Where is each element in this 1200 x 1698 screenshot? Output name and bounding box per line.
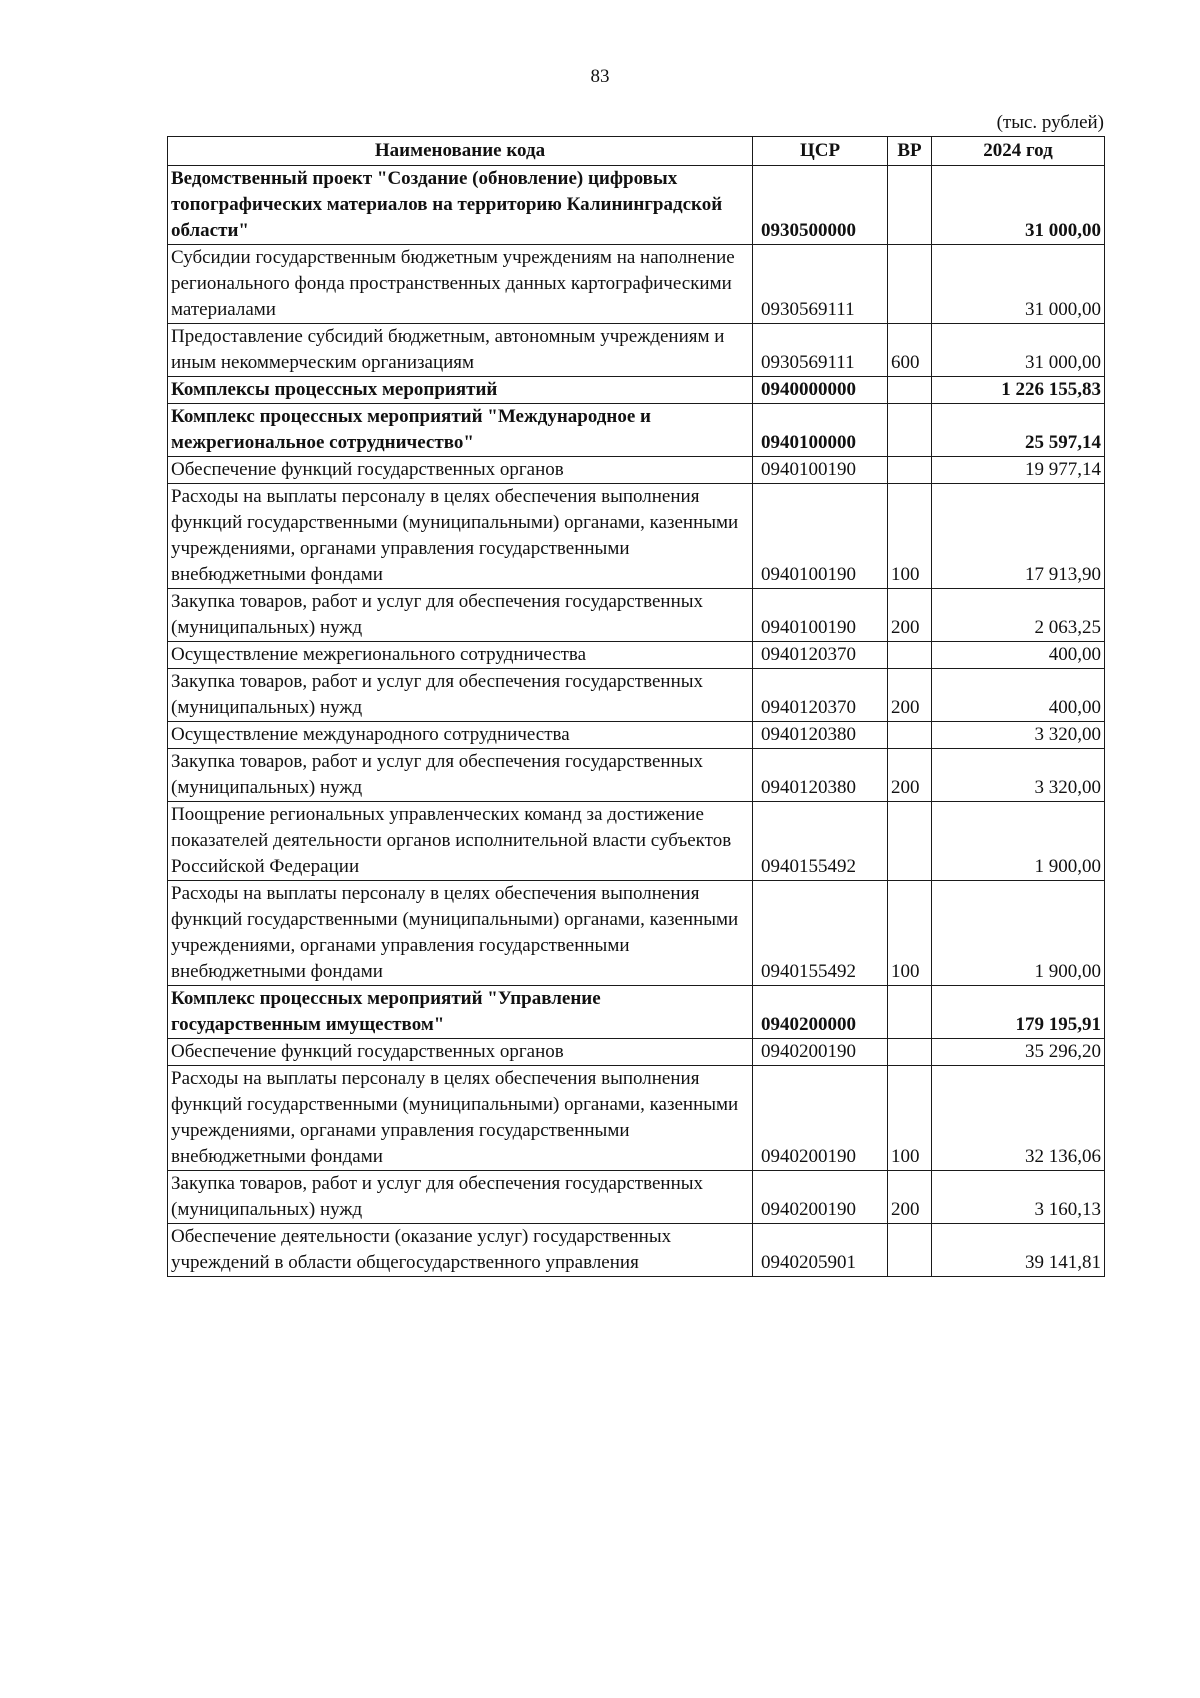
cell-vr xyxy=(888,642,932,669)
page-number: 83 xyxy=(590,66,610,87)
header-vr: ВР xyxy=(888,137,932,166)
cell-name: Предоставление субсидий бюджетным, автономным учреждениям и иным некоммерческим организациям xyxy=(168,324,753,377)
cell-csr: 0940120380 xyxy=(753,722,888,749)
cell-name: Расходы на выплаты персоналу в целях обеспечения выполнения функций государственными (муниципальными) органами, казенными учреждениями, органами управления государственными внебюджетными фондами xyxy=(168,1066,753,1171)
cell-name: Комплекс процессных мероприятий "Международное и межрегиональное сотрудничество" xyxy=(168,404,753,457)
cell-sum: 400,00 xyxy=(932,642,1105,669)
cell-vr: 100 xyxy=(888,881,932,986)
cell-vr xyxy=(888,457,932,484)
cell-name: Расходы на выплаты персоналу в целях обеспечения выполнения функций государственными (муниципальными) органами, казенными учреждениями, органами управления государственными внебюджетными фондами xyxy=(168,881,753,986)
cell-csr: 0940000000 xyxy=(753,377,888,404)
cell-sum: 1 226 155,83 xyxy=(932,377,1105,404)
cell-csr: 0930500000 xyxy=(753,166,888,245)
cell-vr xyxy=(888,802,932,881)
cell-sum: 17 913,90 xyxy=(932,484,1105,589)
cell-sum: 3 160,13 xyxy=(932,1171,1105,1224)
cell-name: Обеспечение деятельности (оказание услуг) государственных учреждений в области общегосударственного управления xyxy=(168,1224,753,1277)
cell-sum: 31 000,00 xyxy=(932,245,1105,324)
table-row xyxy=(168,457,1105,484)
table-row xyxy=(168,749,1105,802)
cell-vr xyxy=(888,1039,932,1066)
cell-csr: 0940155492 xyxy=(753,802,888,881)
cell-name: Закупка товаров, работ и услуг для обеспечения государственных (муниципальных) нужд xyxy=(168,669,753,722)
cell-vr xyxy=(888,986,932,1039)
cell-name: Субсидии государственным бюджетным учреждениям на наполнение регионального фонда пространственных данных картографическими материалами xyxy=(168,245,753,324)
table-row xyxy=(168,802,1105,881)
cell-vr: 200 xyxy=(888,589,932,642)
cell-name: Комплекс процессных мероприятий "Управление государственным имуществом" xyxy=(168,986,753,1039)
table-row xyxy=(168,642,1105,669)
table-row xyxy=(168,1039,1105,1066)
cell-name: Поощрение региональных управленческих команд за достижение показателей деятельности органов исполнительной власти субъектов Российской Федерации xyxy=(168,802,753,881)
cell-name: Обеспечение функций государственных органов xyxy=(168,1039,753,1066)
cell-vr xyxy=(888,245,932,324)
cell-vr: 100 xyxy=(888,484,932,589)
cell-csr: 0930569111 xyxy=(753,245,888,324)
cell-sum: 179 195,91 xyxy=(932,986,1105,1039)
cell-csr: 0940205901 xyxy=(753,1224,888,1277)
cell-csr: 0940100000 xyxy=(753,404,888,457)
cell-vr: 100 xyxy=(888,1066,932,1171)
cell-csr: 0940120380 xyxy=(753,749,888,802)
cell-csr: 0940120370 xyxy=(753,642,888,669)
cell-sum: 19 977,14 xyxy=(932,457,1105,484)
cell-csr: 0940200190 xyxy=(753,1039,888,1066)
cell-sum: 35 296,20 xyxy=(932,1039,1105,1066)
cell-sum: 2 063,25 xyxy=(932,589,1105,642)
table-row xyxy=(168,484,1105,589)
cell-sum: 32 136,06 xyxy=(932,1066,1105,1171)
table-row xyxy=(168,245,1105,324)
cell-name: Обеспечение функций государственных органов xyxy=(168,457,753,484)
table-row xyxy=(168,404,1105,457)
table-row xyxy=(168,1171,1105,1224)
table-row xyxy=(168,722,1105,749)
cell-csr: 0940100190 xyxy=(753,457,888,484)
table-row xyxy=(168,589,1105,642)
cell-csr: 0940120370 xyxy=(753,669,888,722)
cell-vr xyxy=(888,404,932,457)
cell-name: Закупка товаров, работ и услуг для обеспечения государственных (муниципальных) нужд xyxy=(168,749,753,802)
cell-csr: 0940200190 xyxy=(753,1171,888,1224)
cell-vr: 600 xyxy=(888,324,932,377)
cell-sum: 25 597,14 xyxy=(932,404,1105,457)
cell-name: Закупка товаров, работ и услуг для обеспечения государственных (муниципальных) нужд xyxy=(168,1171,753,1224)
cell-csr: 0940100190 xyxy=(753,589,888,642)
table-header-row xyxy=(168,137,1105,166)
cell-sum: 1 900,00 xyxy=(932,802,1105,881)
header-name: Наименование кода xyxy=(168,137,753,166)
table-row xyxy=(168,166,1105,245)
table-row xyxy=(168,377,1105,404)
header-csr: ЦСР xyxy=(753,137,888,166)
header-sum: 2024 год xyxy=(932,137,1105,166)
cell-vr xyxy=(888,377,932,404)
cell-vr: 200 xyxy=(888,669,932,722)
cell-csr: 0940155492 xyxy=(753,881,888,986)
cell-name: Осуществление межрегионального сотрудничества xyxy=(168,642,753,669)
cell-sum: 400,00 xyxy=(932,669,1105,722)
table-row xyxy=(168,324,1105,377)
cell-vr xyxy=(888,166,932,245)
budget-table xyxy=(167,136,1105,1277)
cell-name: Осуществление международного сотрудничества xyxy=(168,722,753,749)
table-row xyxy=(168,669,1105,722)
cell-name: Закупка товаров, работ и услуг для обеспечения государственных (муниципальных) нужд xyxy=(168,589,753,642)
cell-csr: 0930569111 xyxy=(753,324,888,377)
cell-vr xyxy=(888,1224,932,1277)
units-label: (тыс. рублей) xyxy=(996,112,1104,133)
cell-csr: 0940100190 xyxy=(753,484,888,589)
cell-sum: 31 000,00 xyxy=(932,324,1105,377)
cell-sum: 3 320,00 xyxy=(932,722,1105,749)
cell-vr xyxy=(888,722,932,749)
cell-sum: 1 900,00 xyxy=(932,881,1105,986)
cell-vr: 200 xyxy=(888,1171,932,1224)
cell-name: Расходы на выплаты персоналу в целях обеспечения выполнения функций государственными (муниципальными) органами, казенными учреждениями, органами управления государственными внебюджетными фондами xyxy=(168,484,753,589)
table-row xyxy=(168,881,1105,986)
table-row xyxy=(168,1224,1105,1277)
table-row xyxy=(168,986,1105,1039)
cell-sum: 3 320,00 xyxy=(932,749,1105,802)
cell-sum: 31 000,00 xyxy=(932,166,1105,245)
cell-sum: 39 141,81 xyxy=(932,1224,1105,1277)
table-row xyxy=(168,1066,1105,1171)
cell-csr: 0940200190 xyxy=(753,1066,888,1171)
cell-csr: 0940200000 xyxy=(753,986,888,1039)
cell-name: Ведомственный проект "Создание (обновление) цифровых топографических материалов на территорию Калининградской области" xyxy=(168,166,753,245)
cell-vr: 200 xyxy=(888,749,932,802)
cell-name: Комплексы процессных мероприятий xyxy=(168,377,753,404)
